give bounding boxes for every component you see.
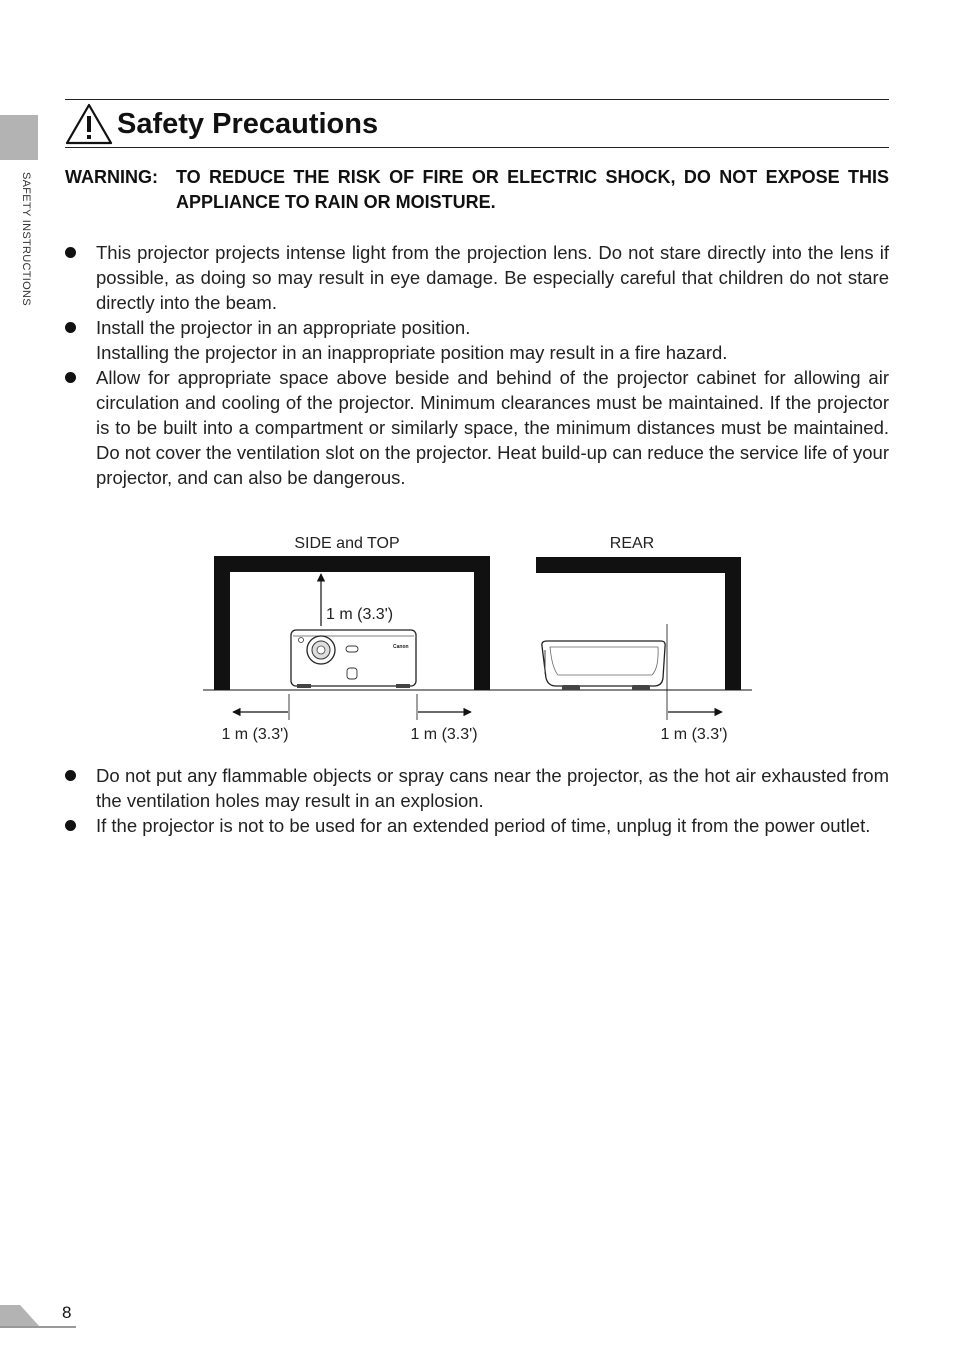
bullet-dot [65, 372, 76, 383]
brand-mark: Canon [393, 644, 409, 650]
bullet-dot [65, 322, 76, 333]
bullet-dot [65, 820, 76, 831]
left-clearance-label: 1 m (3.3') [221, 726, 289, 743]
warning-triangle-icon [65, 103, 113, 145]
bullet-text: Allow for appropriate space above beside and behind of the projector cabinet for allowing air circulation and cooling of the projector. Minimum clearances must be maintained. If the projector is to be built into a compartment or similarly space, the minimum distances must be maintained. Do not cover the ventilation slot on the projector. Heat build-up can reduce the service life of your projector, and can also be dangerous. [96, 367, 889, 488]
top-clearance-label: 1 m (3.3') [326, 606, 394, 623]
title-top-rule [65, 99, 889, 100]
right-clearance-label: 1 m (3.3') [410, 726, 478, 743]
rear-clearance-label: 1 m (3.3') [660, 726, 728, 743]
bullet-item [65, 315, 889, 365]
warning-block [65, 165, 889, 215]
warning-text: TO REDUCE THE RISK OF FIRE OR ELECTRIC SHOCK, DO NOT EXPOSE THIS APPLIANCE TO RAIN OR MOISTURE. [176, 167, 889, 212]
warning-label: WARNING: [65, 167, 158, 187]
rear-label: REAR [609, 535, 655, 552]
section-tab [0, 115, 38, 160]
bullet-text: Do not put any flammable objects or spray cans near the projector, as the hot air exhausted from the ventilation holes may result in an explosion. [96, 765, 889, 811]
bullet-dot [65, 247, 76, 258]
page-number-rule [0, 1326, 76, 1328]
bullet-text: Install the projector in an appropriate position. [96, 317, 471, 338]
page-number-tab [0, 1305, 40, 1327]
clearance-diagram [200, 528, 760, 750]
projector-front-view [291, 630, 416, 688]
projector-side-view [542, 641, 665, 690]
side-top-label: SIDE and TOP [294, 535, 400, 552]
bullet-dot [65, 770, 76, 781]
bullet-list-top [65, 240, 889, 490]
page-number: 8 [62, 1303, 72, 1322]
title-row [65, 102, 378, 146]
bullet-item [65, 365, 889, 490]
bullet-text: Installing the projector in an inappropriate position may result in a fire hazard. [96, 342, 728, 363]
bullet-item [65, 763, 889, 813]
bullet-item [65, 240, 889, 315]
section-label: SAFETY INSTRUCTIONS [20, 172, 32, 306]
bullet-text: If the projector is not to be used for an extended period of time, unplug it from the power outlet. [96, 815, 871, 836]
title-bottom-rule [65, 147, 889, 148]
bullet-item [65, 813, 889, 838]
bullet-list-bottom [65, 763, 889, 838]
bullet-text: This projector projects intense light from the projection lens. Do not stare directly into the lens if possible, as doing so may result in eye damage. Be especially careful that children do not stare directly into the beam. [96, 242, 889, 313]
page-title: Safety Precautions [117, 107, 379, 140]
